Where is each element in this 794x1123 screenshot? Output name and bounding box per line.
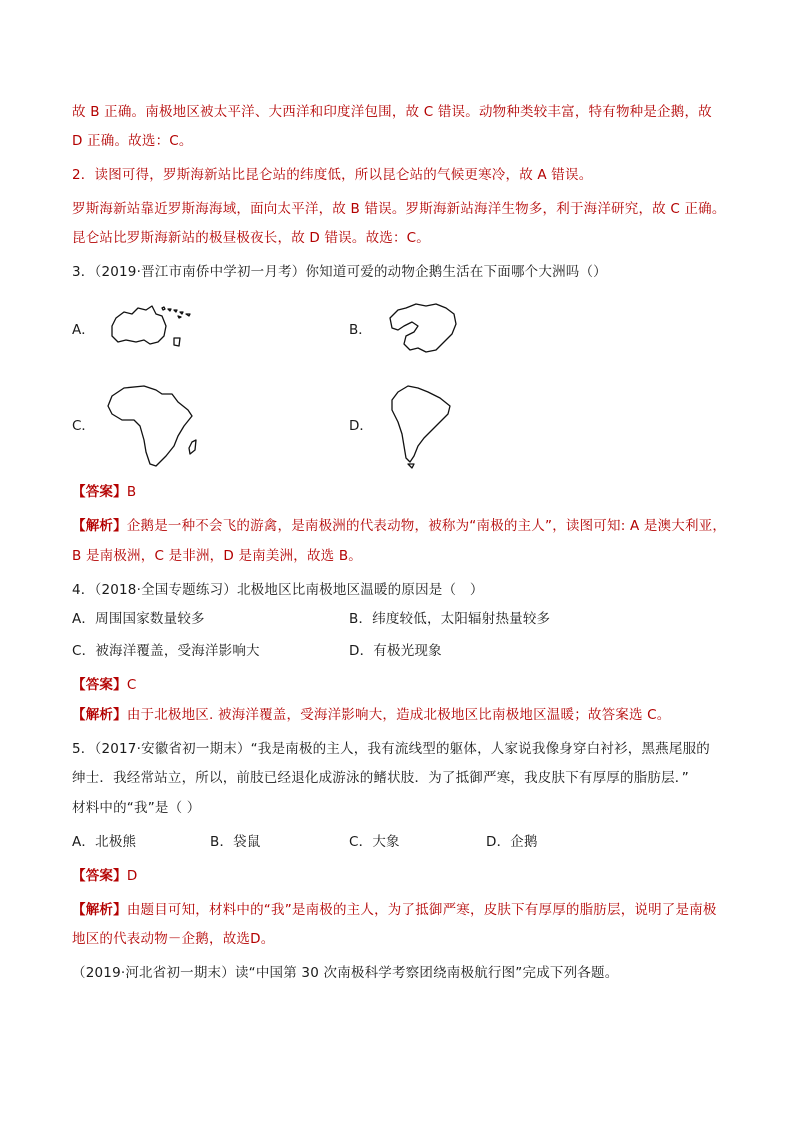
answer-tag: 【答案】 [72,484,127,500]
q5-answer [72,866,137,886]
q5-answer-value: D [126,868,138,884]
q4-analysis [72,705,671,725]
q5-stem-line-3: 材料中的“我”是（ ） [72,800,201,816]
q3-analysis-text-1: 企鹅是一种不会飞的游禽，是南极洲的代表动物，被称为“南极的主人”，读图可知: A 是澳大利亚， [126,518,727,534]
q4-option-a: A．周围国家数量较多 [72,611,205,627]
q3-analysis-line-1 [72,516,726,536]
analysis-tag: 【解析】 [72,902,127,918]
q3-option-d-label: D． [349,418,373,434]
q5-analysis-line-1 [72,900,717,920]
q3-analysis-line-2: B 是南极洲，C 是非洲，D 是南美洲，故选 B。 [72,548,363,564]
q2-explanation-line-3: 昆仑站比罗斯海新站的极昼极夜长，故 D 错误。故选：C。 [72,230,431,246]
q3-answer [72,482,136,502]
antarctica-map [384,300,460,356]
africa-map [100,382,200,470]
analysis-tag: 【解析】 [72,707,127,723]
q5-analysis-line-2: 地区的代表动物－企鹅，故选D。 [72,931,275,947]
q4-analysis-text: 由于北极地区. 被海洋覆盖，受海洋影响大，造成北极地区比南极地区温暖；故答案选 C。 [126,707,671,723]
q5-option-b: B．袋鼠 [210,834,261,850]
q4-option-c: C．被海洋覆盖，受海洋影响大 [72,643,260,659]
q5-stem-line-1: 5．（2017·安徽省初一期末）“我是南极的主人，我有流线型的躯体，人家说我像身穿白衬衫，黑燕尾服的 [72,741,710,757]
q5-option-d: D．企鹅 [486,834,538,850]
q4-option-d: D．有极光现象 [349,643,442,659]
q5-analysis-text-1: 由题目可知，材料中的“我”是南极的主人，为了抵御严寒，皮肤下有厚厚的脂肪层，说明了是南极 [126,902,717,918]
continuation-line-1: 故 B 正确。南极地区被太平洋、大西洋和印度洋包围，故 C 错误。动物种类较丰富，特有物种是企鹅，故 [72,104,712,120]
q5-option-c: C．大象 [349,834,400,850]
q2-explanation-line-2: 罗斯海新站靠近罗斯海海域，面向太平洋，故 B 错误。罗斯海新站海洋生物多，利于海洋研究，故 C 正确。 [72,201,726,217]
q3-option-c-label: C． [72,418,95,434]
next-question-intro: （2019·河北省初一期末）读“中国第 30 次南极科学考察团绕南极航行图”完成下列各题。 [72,965,619,981]
q4-answer [72,675,136,695]
q4-answer-value: C [126,677,137,693]
q4-stem: 4．（2018·全国专题练习）北极地区比南极地区温暖的原因是（ ） [72,582,484,598]
continuation-line-2: D 正确。故选：C。 [72,133,193,149]
q2-explanation-line-1: 2．读图可得，罗斯海新站比昆仑站的纬度低，所以昆仑站的气候更寒冷，故 A 错误。 [72,167,593,183]
q5-stem-line-2: 绅士．我经常站立，所以，前肢已经退化成游泳的鳍状肢．为了抵御严寒，我皮肤下有厚厚的脂肪层．” [72,770,689,786]
q3-answer-value: B [126,484,137,500]
analysis-tag: 【解析】 [72,518,127,534]
q3-stem: 3．（2019·晋江市南侨中学初一月考）你知道可爱的动物企鹅生活在下面哪个大洲吗（） [72,264,607,280]
australia-map [104,300,196,356]
q4-option-b: B．纬度较低，太阳辐射热量较多 [349,611,551,627]
south-america-map [384,382,460,470]
q5-option-a: A．北极熊 [72,834,137,850]
answer-tag: 【答案】 [72,677,127,693]
answer-tag: 【答案】 [72,868,127,884]
q3-option-a-label: A． [72,322,95,338]
q3-option-b-label: B． [349,322,372,338]
